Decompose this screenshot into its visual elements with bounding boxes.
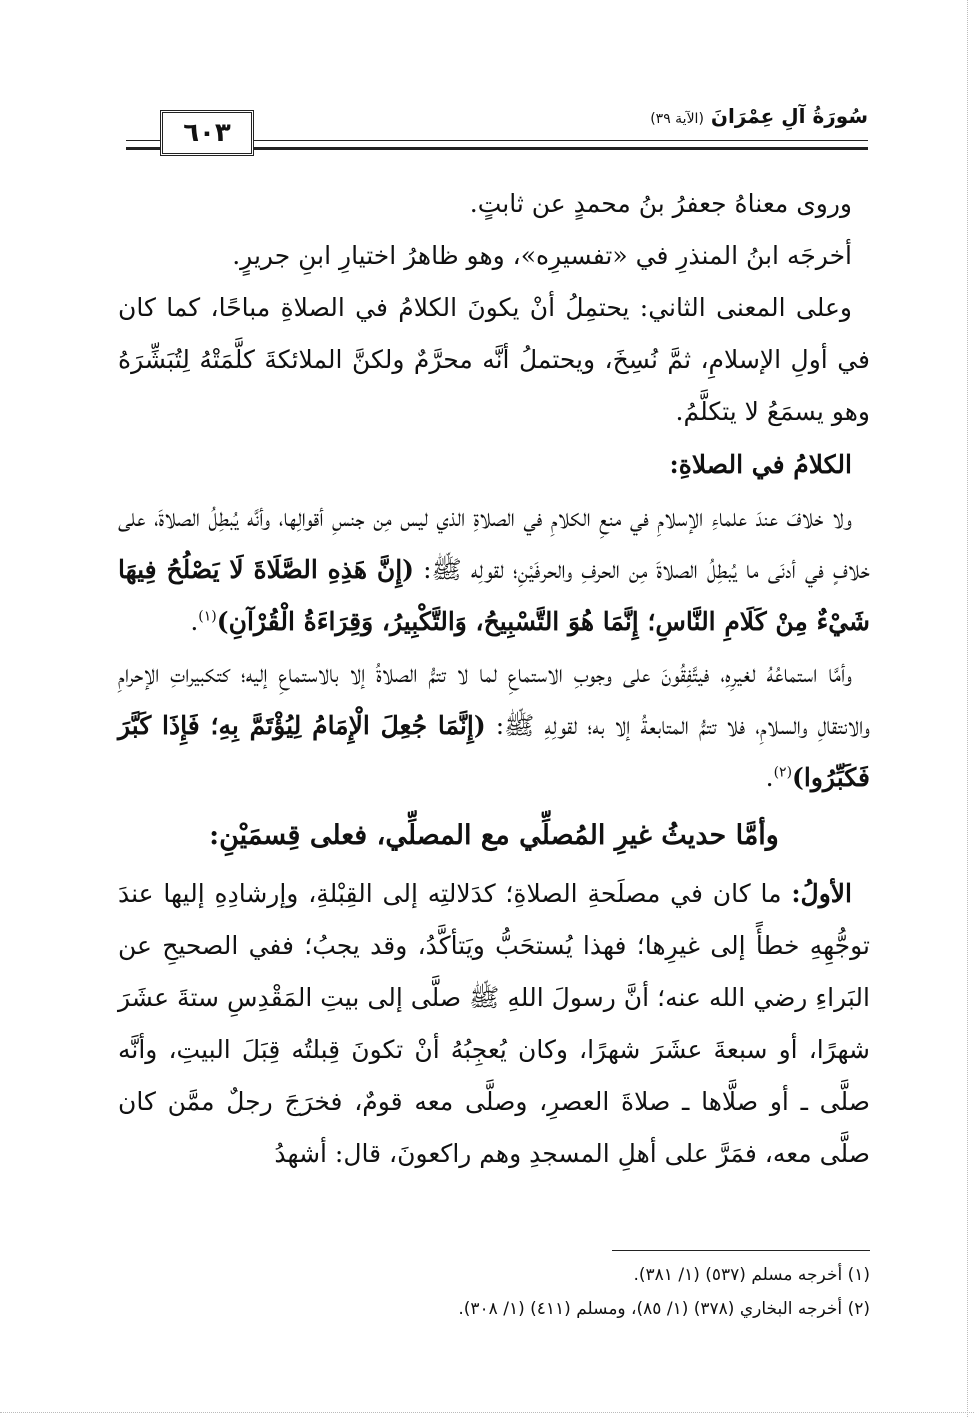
main-text xyxy=(118,178,870,1180)
page-header xyxy=(126,100,868,158)
footnotes xyxy=(118,1258,870,1326)
section-heading: الكلامُ في الصلاةِ: xyxy=(669,450,852,479)
scan-edge-bottom xyxy=(0,1412,974,1413)
footnote xyxy=(118,1258,870,1292)
paragraph-text: ولا خلافَ عندَ علماءِ الإسلامِ في منعِ الكلامِ في الصلاةِ الذي ليس مِن جنسِ أقوالِها، وأنَّه يُبطِلُ الصلاةَ، على خلافٍ في أدنَى ما يُبطِلُ الصلاةَ مِن الحرفِ والحرفَيْنِ؛ لقولِه ﷺ: xyxy=(118,503,870,584)
surah-name: سُورَةُ آلِ عِمْرَانَ xyxy=(710,104,868,128)
paragraph-text: وأمَّا استماعُهُ لغيرِهِ، فيتَّفِقُونَ على وجوبِ الاستماعِ لما لا تتمُّ الصلاةُ إلا بالاستماعِ إليه؛ كتكبيراتِ الإحرامِ والانتقالِ والسلامِ، فلا تتمُّ المتابعةُ إلا به؛ لقولِهِ ﷺ: xyxy=(118,659,871,740)
paragraph-text: ما كان في مصلَحةِ الصلاةِ؛ كدَلالتِه إلى القِبْلةِ، وإرشادِهِ إليها عندَ توجُّهِهِ خطأً إلى غيرِها؛ فهذا يُستحَبُّ ويَتأكَّدُ، وقد يجبُ؛ ففي الصحيحِ عن البَراءِ رضي الله عنه؛ أنَّ رسولَ اللهِ ﷺ صلَّى إلى بيتِ المَقْدِسِ ستةَ عشَرَ شهرًا، أو سبعةَ عشَرَ شهرًا، وكان يُعجِبُهُ أنْ تكونَ قِبلتُه قِبَلَ البيتِ، وأنَّه صلَّى ـ أو صلَّاها ـ صلاةَ العصرِ، وصلَّى معه قومٌ، فخرَجَ رجلٌ ممَّن كان صلَّى معه، فمَرَّ على أهلِ المسجدِ وهم راكعونَ، قال: أشهدُ xyxy=(118,879,870,1168)
running-title xyxy=(640,104,868,128)
paragraph: أخرجَه ابنُ المنذرِ في «تفسيرِه»، وهو ظاهرُ اختيارِ ابنِ جريرٍ. xyxy=(232,241,852,270)
footnote-separator xyxy=(612,1250,870,1251)
paragraph: وروى معناهُ جعفرُ بنُ محمدٍ عن ثابتٍ. xyxy=(469,189,852,218)
footnote-ref: (١) xyxy=(198,608,217,625)
paragraph xyxy=(118,868,870,1180)
paragraph-lead: الأولُ: xyxy=(791,879,852,908)
punctuation: . xyxy=(190,607,199,636)
footnote-text: أخرجه البخاري (٣٧٨) (١/ ٨٥)، ومسلم (٤١١) (١/ ٣٠٨). xyxy=(458,1299,843,1319)
punctuation: . xyxy=(765,763,774,792)
footnote-text: أخرجه مسلم (٥٣٧) (١/ ٣٨١). xyxy=(633,1265,843,1285)
footnote-ref: (٢) xyxy=(773,764,793,781)
footnote-number: (٢) xyxy=(847,1299,870,1319)
paragraph: وعلى المعنى الثاني: يحتمِلُ أنْ يكونَ الكلامُ في الصلاةِ مباحًا، كما كان في أولِ الإسلامِ، ثمَّ نُسِخَ، ويحتملُ أنَّه محرَّمٌ ولكنَّ الملائكةَ كلَّمَتْهُ لِتُبَشِّرَهُ وهو يسمَعُ لا يتكلَّمُ. xyxy=(118,293,870,426)
hadith-quote: (إِنَّ هَذِهِ الصَّلَاةَ لَا يَصْلُحُ فِيهَا شَيْءٌ مِنْ كَلَامِ النَّاسِ؛ إِنَّمَا هُوَ التَّسْبِيحُ، وَالتَّكْبِيرُ، وَقِرَاءَةُ الْقُرْآنِ) xyxy=(118,555,870,636)
paragraph xyxy=(118,648,870,804)
ayah-ref: (الآية ٣٩) xyxy=(650,111,704,127)
section-heading-centered: وأمَّا حديثُ غيرِ المُصلِّي مع المصلِّي، فعلى قِسمَيْنِ: xyxy=(209,820,779,851)
footnote xyxy=(118,1292,870,1326)
scan-edge-right xyxy=(967,0,968,1417)
page-number: ٦٠٣ xyxy=(160,110,254,156)
paragraph xyxy=(118,492,870,648)
hadith-quote: (إِنَّمَا جُعِلَ الْإِمَامُ لِيُؤْتَمَّ بِهِ؛ فَإِذَا كَبَّرَ فَكَبِّرُوا) xyxy=(118,711,870,792)
footnote-number: (١) xyxy=(847,1265,870,1285)
